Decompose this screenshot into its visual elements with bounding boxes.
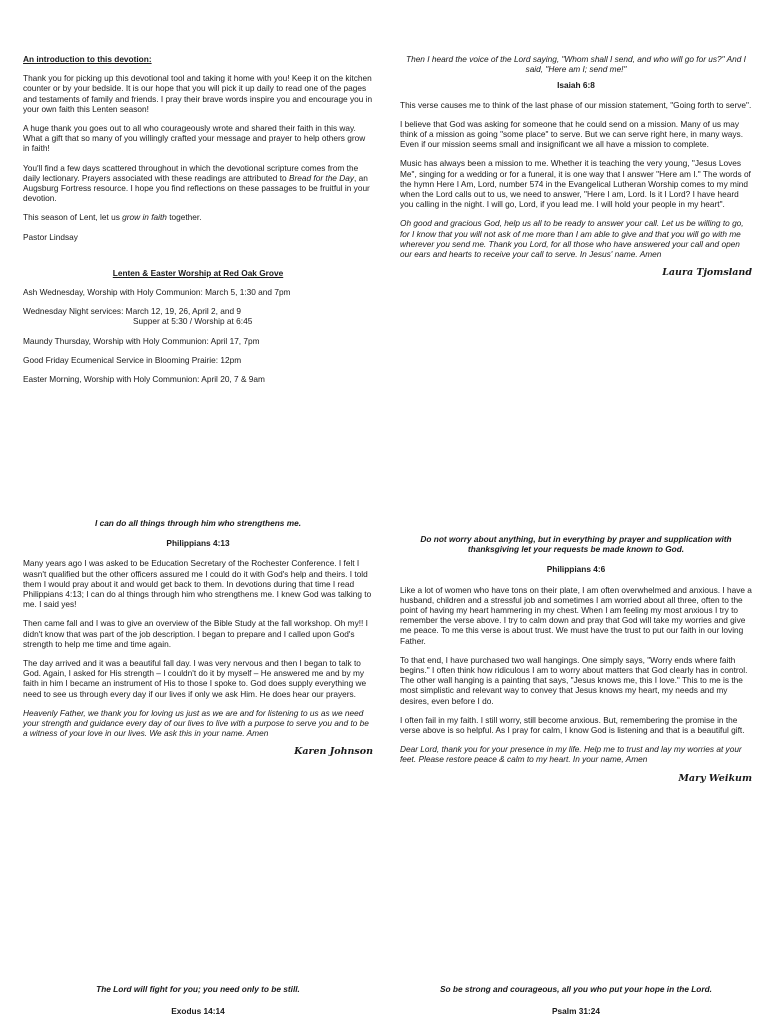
scripture-verse: I can do all things through him who strengthens me. [94, 518, 302, 528]
intro-paragraph-3: You'll find a few days scattered throughout in which the devotional scripture comes from the daily lectionary. Prayers associated with these readings are attributed to Bread for the Day, an Augsburg Fortress resource. I hope you find reflections on these passages to be fruitful in your devotion. [23, 162, 370, 204]
scripture-verse: Do not worry about anything, but in everything by prayer and supplication with thanksgiving let your requests be made known to God. [420, 534, 732, 555]
devotion-philippians-46-panel [400, 534, 752, 793]
scripture-reference: Philippians 4:13 [166, 538, 230, 549]
devotion-paragraph-2: I believe that God was asking for someone that he could send on a mission. Many of us may think of a mission as going "some place" to serve. But we can serve right here, in many ways. Even if our mission seems small and insignificant we all have a mission to complete. [400, 118, 743, 150]
devotion-psalm-panel [400, 984, 752, 1016]
intro-panel [23, 54, 373, 393]
devotion-paragraph-2: To that end, I have purchased two wall hangings. One simply says, "Worry ends where faith begins." I often think how ridiculous I am to worry about matters that God clearly has in control. The other wall hanging is a painting that says, "Jesus knows me, this I love." This to me is the most simplistic and relevant way to convey that Jesus knows my heart, my needs and my desires, even before I do. [400, 654, 748, 706]
devotion-prayer: Heavenly Father, we thank you for loving us just as we are and for listening to us as we need your strength and guidance every day of our lives to live with a purpose to serve you and to be a witness of your love in our lives. We ask this in your name. Amen [23, 707, 369, 739]
author-signature: Laura Tjomsland [662, 267, 752, 279]
intro-signoff: Pastor Lindsay [23, 231, 78, 242]
devotion-isaiah-panel [400, 54, 752, 287]
devotion-prayer: Oh good and gracious God, help us all to be ready to answer your call. Let us be willing to go, for I know that you will not ask of me more than I am able to give and that you will go with me wherever you send me. Thank you Lord, for all those who have answered your call and open our ears and hearts to receive your call to serve. In Jesus' name. Amen [400, 218, 744, 260]
devotion-paragraph-1: Many years ago I was asked to be Education Secretary of the Rochester Conference. I felt I wasn't qualified but the other officers assured me I could do it with God's help and theirs. I told them I would pray about it and would get back to them. In devotions during that time I read Philippians 4:13; I can do al things through him who strengthens me. I knew God was talking to me. I said yes! [23, 558, 372, 610]
intro-paragraph-2: A huge thank you goes out to all who courageously wrote and shared their faith in this way. What a gift that so many of you willingly crafted your message and prayer to help others grow in faith! [23, 123, 366, 154]
worship-item-good-friday: Good Friday Ecumenical Service in Blooming Prairie: 12pm [23, 354, 242, 365]
worship-item-easter: Easter Morning, Worship with Holy Communion: April 20, 7 & 9am [23, 374, 265, 385]
devotion-prayer: Dear Lord, thank you for your presence in my life. Help me to trust and lay my worries at your feet. Please restore peace & calm to my heart. In your name, Amen [400, 744, 742, 765]
scripture-reference: Exodus 14:14 [171, 1006, 225, 1017]
worship-item-maundy-thursday: Maundy Thursday, Worship with Holy Communion: April 17, 7pm [23, 335, 260, 346]
devotion-paragraph-3: The day arrived and it was a beautiful fall day. I was very nervous and then I began to talk to God. Again, I asked for His strength – I couldn't do it by myself – He answered me and by my faith in him I became an instrument of His to those I spoke to. God does supply everything we need to see us through every day if our lives if only we ask Him. He does hear our prayers. [23, 658, 367, 699]
worship-heading: Lenten & Easter Worship at Red Oak Grove [112, 267, 284, 278]
devotion-paragraph-1: Like a lot of women who have tons on their plate, I am often overwhelmed and anxious. I have a husband, children and a stressful job and sometimes I am worried about all three, often to the point of having my heart hammering in my chest. When I am feeling my most anxious I try to remember the verse above. I try to calm down and pray that God will take my worries and give me peace. To me this verse is about trust. We must have the trust to put our faith in our loving Father. [400, 584, 752, 646]
scripture-reference: Philippians 4:6 [546, 564, 606, 575]
devotion-paragraph-2: Then came fall and I was to give an overview of the Bible Study at the fall workshop. Oh my!! I didn't know that was part of the job description. I began to prepare and I called upon God's strength to help me time and time again. [23, 618, 368, 649]
intro-paragraph-4: This season of Lent, let us grow in faith together. [23, 212, 202, 223]
devotion-paragraph-3: Music has always been a mission to me. Whether it is teaching the very young, "Jesus Loves Me", singing for a wedding or for a funeral, it is one way that I answer "Here am I." The words of the hymn Here I Am, Lord, number 574 in the Evangelical Lutheran Worship comes to my mind when the Lord calls out to us, we need to answer, "Here I am, Lord. Is it I Lord? I have heard you calling in the night. I will go, Lord, if you lead me. I will hold your people in my heart". [400, 158, 751, 210]
scripture-reference: Isaiah 6:8 [557, 80, 595, 91]
worship-item-wednesday-nights: Wednesday Night services: March 12, 19, 26, April 2, and 9 Supper at 5:30 / Worship at 6:45 [23, 306, 253, 327]
worship-item-ash-wednesday: Ash Wednesday, Worship with Holy Communion: March 5, 1:30 and 7pm [23, 287, 291, 298]
devotion-exodus-panel [23, 984, 373, 1016]
devotion-philippians-413-panel [23, 518, 373, 767]
scripture-verse: So be strong and courageous, all you who put your hope in the Lord. [440, 984, 712, 994]
scripture-verse: Then I heard the voice of the Lord saying, "Whom shall I send, and who will go for us?" And I said, "Here am I; send me!" [406, 54, 746, 75]
scripture-reference: Psalm 31:24 [552, 1006, 600, 1017]
devotion-paragraph-1: This verse causes me to think of the last phase of our mission statement, "Going forth to serve". [400, 99, 752, 110]
intro-paragraph-1: Thank you for picking up this devotional tool and taking it home with you! Keep it on the kitchen counter or by your bedside. It is our hope that you will pick it up daily to read one of the pages and testaments of family and friends. I pray their brave words inspire you and encourage you in your own faith this Lenten season! [23, 73, 373, 114]
author-signature: Karen Johnson [294, 746, 373, 758]
scripture-verse: The Lord will fight for you; you need only to be still. [96, 984, 300, 994]
devotion-paragraph-3: I often fail in my faith. I still worry, still become anxious. But, remembering the promise in the verse above is so helpful. As I pray for calm, I know God is listening and that is a beautiful gift. [400, 714, 745, 736]
intro-heading: An introduction to this devotion: [23, 54, 152, 64]
author-signature: Mary Weikum [678, 772, 752, 784]
